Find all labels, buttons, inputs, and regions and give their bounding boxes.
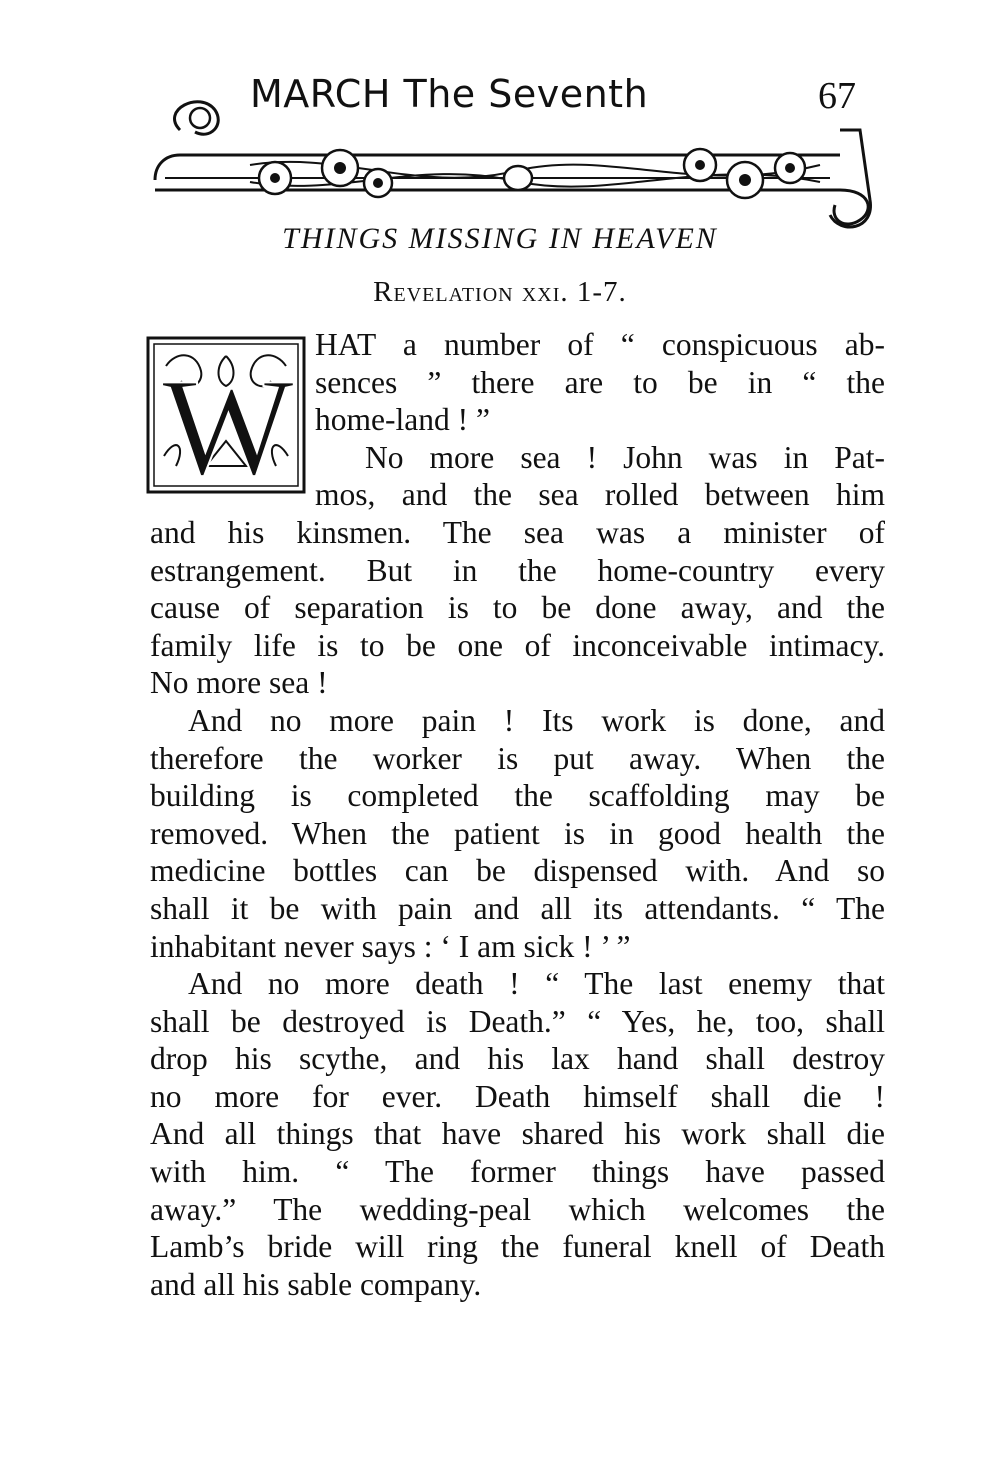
paragraph-2 — [150, 439, 885, 702]
text-line: drop his scythe, and his lax hand shall destroy — [150, 1041, 885, 1077]
text-line: And no more pain ! Its work is done, and — [188, 702, 885, 738]
chapter-title: THINGS MISSING IN HEAVEN — [282, 222, 718, 255]
text-line: family life is to be one of inconceivable intimacy. — [150, 627, 885, 663]
text-line: shall it be with pain and all its attendants. “ The — [150, 890, 885, 926]
text-line: home-land ! ” — [315, 402, 490, 438]
paragraph-3 — [150, 702, 885, 965]
text-line: with him. “ The former things have passed — [150, 1154, 885, 1190]
text-line: therefore the worker is put away. When the — [150, 740, 885, 776]
text-line: estrangement. But in the home-country every — [150, 552, 885, 588]
text-line: shall be destroyed is Death.” “ Yes, he, too, shall — [150, 1003, 885, 1039]
text-line: HAT a number of “ conspicuous ab- — [315, 327, 885, 362]
text-line: sences ” there are to be in “ the — [315, 364, 885, 400]
text-line: medicine bottles can be dispensed with. And so — [150, 853, 885, 889]
text-line: Lamb’s bride will ring the funeral knell of Death — [150, 1229, 885, 1265]
text-line: no more for ever. Death himself shall die ! — [150, 1078, 885, 1114]
page-number: 67 — [818, 75, 856, 117]
text-line: and all his sable company. — [150, 1266, 482, 1302]
running-header-date: MARCH The Seventh — [250, 72, 649, 116]
scripture-reference: Revelation xxi. 1-7. — [373, 276, 627, 308]
text-line: No more sea ! — [150, 665, 328, 701]
dropcap-letter: W — [161, 350, 295, 496]
text-line: No more sea ! John was in Pat- — [365, 439, 885, 475]
text-line: and his kinsmen. The sea was a minister of — [150, 514, 885, 550]
text-line: away.” The wedding-peal which welcomes the — [150, 1191, 885, 1227]
text-line: building is completed the scaffolding may be — [150, 778, 885, 814]
text-line: inhabitant never says : ‘ I am sick ! ’ ” — [150, 928, 631, 964]
paragraph-4 — [150, 965, 885, 1303]
body-text — [150, 326, 885, 1303]
text-line: cause of separation is to be done away, and the — [150, 590, 885, 626]
text-line: mos, and the sea rolled between him — [315, 477, 885, 513]
paragraph-1 — [150, 326, 885, 439]
text-line: And all things that have shared his work shall die — [150, 1116, 885, 1152]
text-line: removed. When the patient is in good health the — [150, 815, 885, 851]
text-line: And no more death ! “ The last enemy that — [188, 966, 885, 1002]
